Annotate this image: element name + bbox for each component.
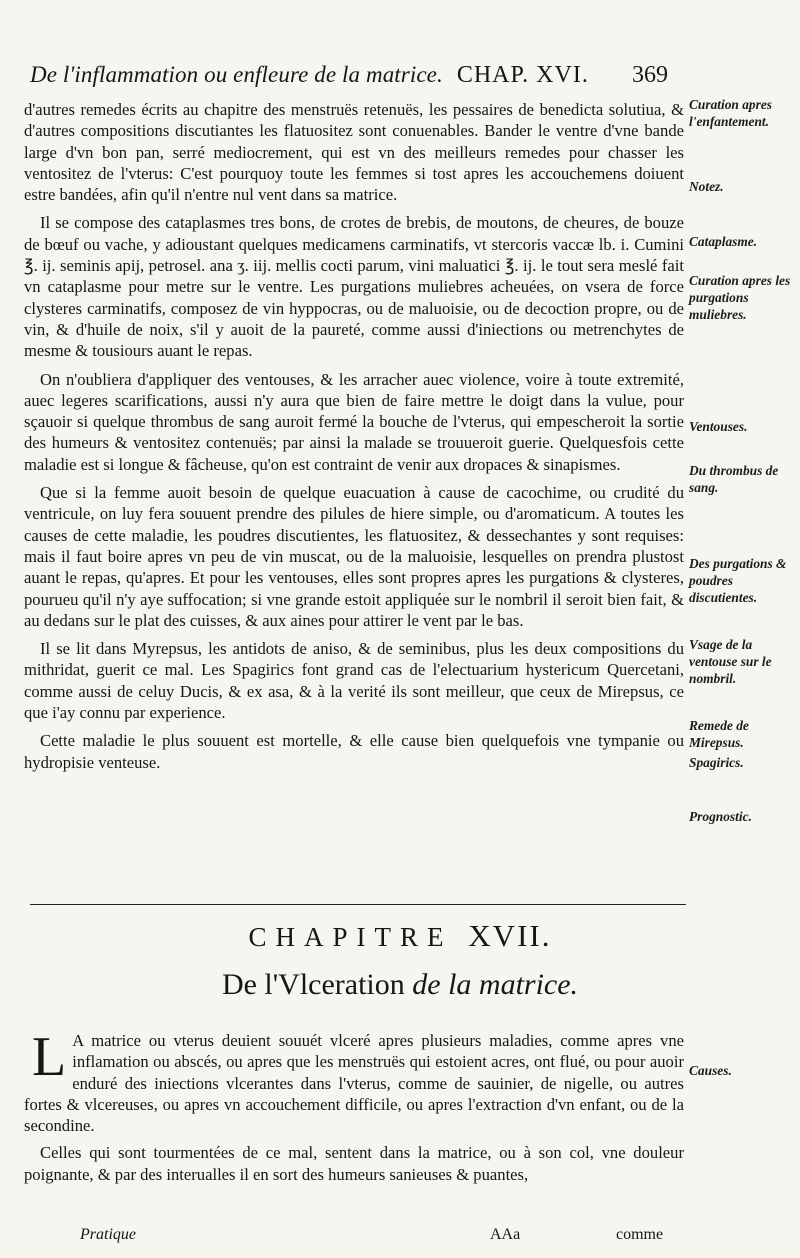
chapter-word: CHAPITRE [248, 922, 453, 952]
margin-note: Remede de Mirepsus. [689, 718, 749, 750]
paragraph-3: On n'oubliera d'appliquer des ventouses, & les arracher auec violence, voire à toute extremité, auec legeres scarifications, aussi n'y aura que bien de faire mettre le doigt dans la vulue, pour sçauoir si quelque thrombus de sang auroit fermé la bouche de l'vterus, qui empescheroit la sortie des humeurs & ventositez contenuës; par ainsi la malade se trouueroit guerie. Quelquesfois cette maladie est si longue & fâcheuse, qu'on est contraint de venir aux dropaces & sinapismes. [24, 369, 684, 474]
margin-note: Du thrombus de sang. [689, 463, 779, 495]
chapter-title-italic: de la matrice. [412, 968, 579, 1001]
running-title: De l'inflammation ou enfleure de la matrice. [30, 62, 443, 87]
page-footer [80, 1226, 680, 1248]
margin-note: Cataplasme. [689, 234, 758, 249]
chapter-rule [30, 904, 686, 905]
catchword: comme [616, 1226, 664, 1243]
paragraph-6: Cette maladie le plus souuent est mortelle, & elle cause bien quelquefois vne tympanie ou hydropisie venteuse. [24, 731, 684, 772]
signature-mark: AAa [490, 1226, 521, 1243]
chapter-title [0, 968, 800, 1002]
margin-note: Spagirics. [689, 755, 744, 770]
chapter-title-roman: De l'Vlceration [221, 968, 405, 1001]
chapter-label: CHAP. XVI. [456, 62, 589, 88]
running-header [30, 62, 670, 102]
margin-note: Curation apres les purgations muliebres. [689, 273, 791, 322]
margin-note: Vsage de la ventouse sur le nombril. [689, 637, 772, 686]
chapter-text [24, 1026, 684, 1191]
margin-note: Prognostic. [689, 809, 752, 824]
footer-catchword-left: Pratique [80, 1226, 136, 1243]
chapter-paragraph-1 [24, 1026, 684, 1136]
paragraph-2: Il se compose des cataplasmes tres bons, de crotes de brebis, de moutons, de cheures, de bouze de bœuf ou vache, y adioustant quelques medicamens carminatifs, vt stercoris vaccæ lb. i. Cumini ℥. ij. seminis apij, petrosel. ana ʒ. iij. mellis cocti parum, vini maluatici ℥. ij. le tout sera meslé fait vn cataplasme pour metre sur le ventre. Les purgations muliebres acheuées, on vsera de force clysteres carminatifs, composez de vin hyppocras, ou de maluoisie, ou de decoction propre, ou de vin, & d'huile de noix, s'il y auoit de la paureté, comme aussi d'iniections ou metrenchytes de mesme & tousiours auant le repas. [24, 213, 684, 361]
paragraph-5: Il se lit dans Myrepsus, les antidots de aniso, & de seminibus, plus les deux compositions du mithridat, guerit ce mal. Les Spagirics font grand cas de l'electuarium hystericum Quercetani, comme aussi de celuy Ducis, & ex asa, & à la verité ils sont meilleur, que ceux de Mirepsus, ce que i'ay connu par experience. [24, 639, 684, 723]
margin-note: Curation apres l'enfantement. [689, 97, 772, 129]
page-number: 369 [632, 62, 668, 88]
margin-note: Notez. [689, 179, 724, 194]
main-text [24, 99, 684, 780]
chapter-heading [0, 918, 800, 954]
margin-note: Ventouses. [689, 419, 748, 434]
margin-note: Causes. [689, 1063, 732, 1078]
drop-cap: L [32, 1026, 67, 1088]
chapter-number: XVII. [468, 918, 552, 953]
chapter-paragraph-2: Celles qui sont tourmentées de ce mal, sentent dans la matrice, ou à son col, vne douleur poignante, & par des interualles il en sort des humeurs sanieuses & puantes, [24, 1143, 684, 1184]
margin-note: Des purgations & poudres discutientes. [689, 556, 787, 605]
chapter-paragraph-1-text: A matrice ou vterus deuient souuét vlceré apres plusieurs maladies, comme apres vne inflamation ou abscés, ou apres que les menstruës qui estoient acres, ont flué, ou pour auoir enduré des iniections vlcerantes dans l'vterus, comme de sauinier, de nigelle, ou autres fortes & vlcereuses, ou apres vn accouchement difficile, ou apres l'extraction d'vn enfant, ou de la secondine. [24, 1031, 684, 1136]
paragraph-4: Que si la femme auoit besoin de quelque euacuation à cause de cacochime, ou crudité du ventricule, on luy fera souuent prendre des pilules de hiere simple, ou d'aromaticum. A toutes les causes de cette maladie, les poudres discutientes, les flatuositez, & dessechantes y sont requises: mais il faut boire apres vn peu de vin muscat, ou de la maluoisie, lesquelles on prendra plustost auant le repas, qu'apres. Et pour les ventouses, elles sont propres apres les purgations & clysteres, pourueu qu'il n'y aye suffocation; si vne grande estoit appliquée sur le nombril il seroit bien fait, & au dedans sur le plat des cuisses, & aux aines pour attirer le vent par le bas. [24, 483, 684, 630]
paragraph-1: d'autres remedes écrits au chapitre des menstruës retenuës, les pessaires de benedicta solutiua, & d'autres compositions discutiantes les flatuositez sont conuenables. Bander le ventre d'vne bande large d'vn bon pan, serré mediocrement, qui est vn des meilleurs remedes pour chasser les ventositez de l'vterus: C'est pourquoy toute les femmes si tost apres les accouchemens doiuent estre bandées, afin qu'il n'entre nul vent dans sa matrice. [24, 100, 684, 205]
